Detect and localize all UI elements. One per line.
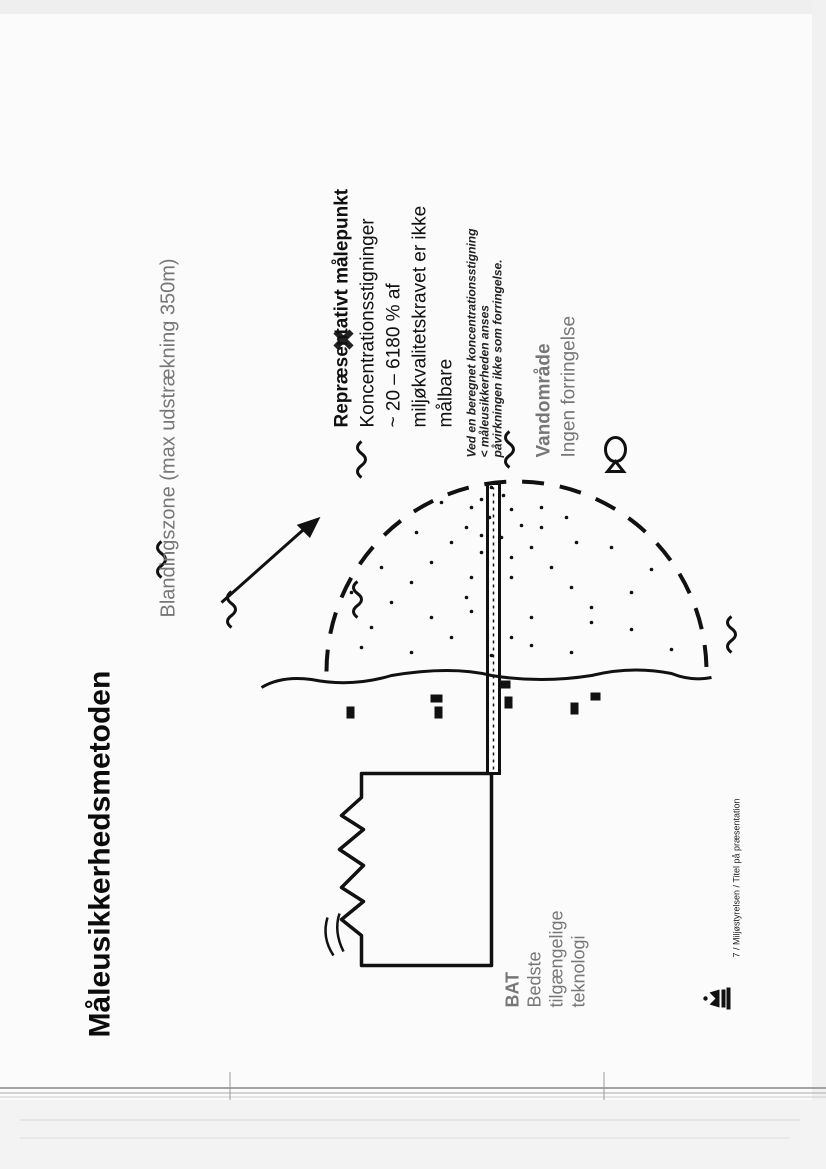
- wave-icon: [158, 432, 736, 653]
- mixing-zone-boundary: [327, 482, 707, 672]
- crown-logo-icon: [703, 988, 730, 1010]
- note-line: Ved en beregnet koncentrationsstigning: [464, 228, 479, 458]
- representative-point-line: miljøkvalitetskravet er ikke: [409, 205, 431, 428]
- bat-line: teknologi: [568, 935, 589, 1008]
- arrow-icon: [222, 520, 318, 603]
- fish-icon: [606, 438, 626, 472]
- mixing-zone-label: Blandingszone (max udstrækning 350m): [157, 258, 180, 618]
- water-area-heading: Vandområde: [533, 343, 555, 458]
- rotated-slide: [72, 33, 762, 1048]
- slide-footer: 7 / Miljøstyrelsen / Titel på præsentation: [731, 798, 742, 958]
- vegetation-icon: [348, 682, 600, 718]
- water-area-status: Ingen forringelse: [558, 315, 580, 458]
- representative-point-line: Koncentrationsstigninger: [357, 218, 379, 428]
- representative-point-line: ~ 20 – 6180 % af: [383, 283, 405, 428]
- representative-point-text: [330, 68, 460, 428]
- bat-line: tilgængelige: [546, 910, 567, 1008]
- representative-point-heading: Repræsentativt målepunkt: [331, 188, 353, 428]
- bat-heading: BAT: [502, 971, 523, 1008]
- bat-text: [502, 868, 590, 1008]
- note-line: < måleusikkerheden anses: [477, 305, 492, 458]
- representative-point-line: målbare: [435, 358, 457, 428]
- water-area-text: [532, 98, 582, 458]
- factory-outline: [340, 774, 492, 966]
- note-line: påvirkningen ikke som forringelse.: [490, 259, 505, 458]
- slide-title: Måleusikkerhedsmetoden: [83, 670, 117, 1038]
- bat-line: Bedste: [524, 951, 545, 1008]
- measurement-uncertainty-note: [466, 58, 505, 458]
- dispersion-dots: [350, 486, 674, 658]
